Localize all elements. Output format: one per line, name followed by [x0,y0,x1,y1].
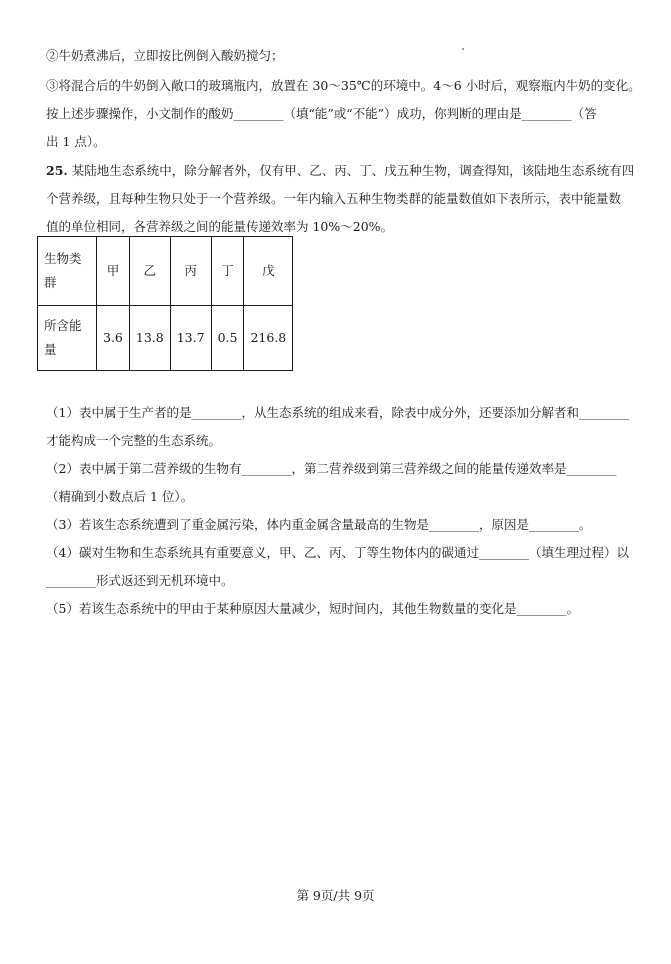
energy-cell: 13.7 [170,306,211,371]
energy-table [37,236,293,371]
result-question-line-2: 出 1 点）。 [46,134,106,149]
row-header-energy [38,306,97,371]
sub-question-2-line-1: （2）表中属于第二营养级的生物有________，第二营养级到第三营养级之间的能量传递效率是________ [46,461,617,476]
sub-question-2-line-2: （精确到小数点后 1 位）。 [46,489,194,504]
organism-cell: 乙 [129,237,170,306]
question-25-stem-line-3: 值的单位相同，各营养级之间的能量传递效率为 10%～20%。 [46,219,394,234]
sub-question-4-line-2: ________形式返还到无机环境中。 [46,573,234,588]
table-row-energy [38,306,293,371]
sub-question-1-line-2: 才能构成一个完整的生态系统。 [46,433,222,448]
row-header-organism-line-2: 群 [44,275,57,290]
question-25-stem-text: 某陆地生态系统中，除分解者外，仅有甲、乙、丙、丁、戊五种生物，调查得知，该陆地生态系统有四 [71,163,635,178]
organism-cell: 戊 [244,237,293,306]
energy-cell: 0.5 [211,306,244,371]
row-header-energy-line-2: 量 [44,342,57,357]
energy-cell: 13.8 [129,306,170,371]
sub-question-5: （5）若该生态系统中的甲由于某种原因大量减少，短时间内，其他生物数量的变化是________。 [46,601,579,616]
question-25-stem-line-2: 个营养级，且每种生物只处于一个营养级。一年内输入五种生物类群的能量数值如下表所示，表中能量数 [46,191,622,206]
table-row-organisms [38,237,293,306]
row-header-organism [38,237,97,306]
page-footer: 第 9页/共 9页 [296,888,375,903]
row-header-energy-line-1: 所含能 [44,318,82,333]
energy-cell: 216.8 [244,306,293,371]
row-header-organism-line-1: 生物类 [44,251,82,266]
question-25-stem-line-1 [46,163,635,179]
sub-question-3: （3）若该生态系统遭到了重金属污染，体内重金属含量最高的生物是________，原因是________。 [46,517,592,532]
step-2-text: ②牛奶煮沸后，立即按比例倒入酸奶搅匀； [46,48,284,63]
organism-cell: 甲 [97,237,130,306]
organism-cell: 丙 [170,237,211,306]
organism-cell: 丁 [211,237,244,306]
step-3-text: ③将混合后的牛奶倒入敞口的玻璃瓶内，放置在 30～35℃的环境中。4～6 小时后，观察瓶内牛奶的变化。 [46,78,641,93]
result-question-line-1: 按上述步骤操作，小文制作的酸奶________（填“能”或“不能”）成功，你判断的理由是________（答 [46,106,597,121]
sub-question-1-line-1: （1）表中属于生产者的是________，从生态系统的组成来看，除表中成分外，还要添加分解者和________ [46,405,629,420]
sub-question-4-line-1: （4）碳对生物和生态系统具有重要意义，甲、乙、丙、丁等生物体内的碳通过________（填生理过程）以 [46,545,629,560]
energy-cell: 3.6 [97,306,130,371]
question-number: 25. [46,163,68,178]
